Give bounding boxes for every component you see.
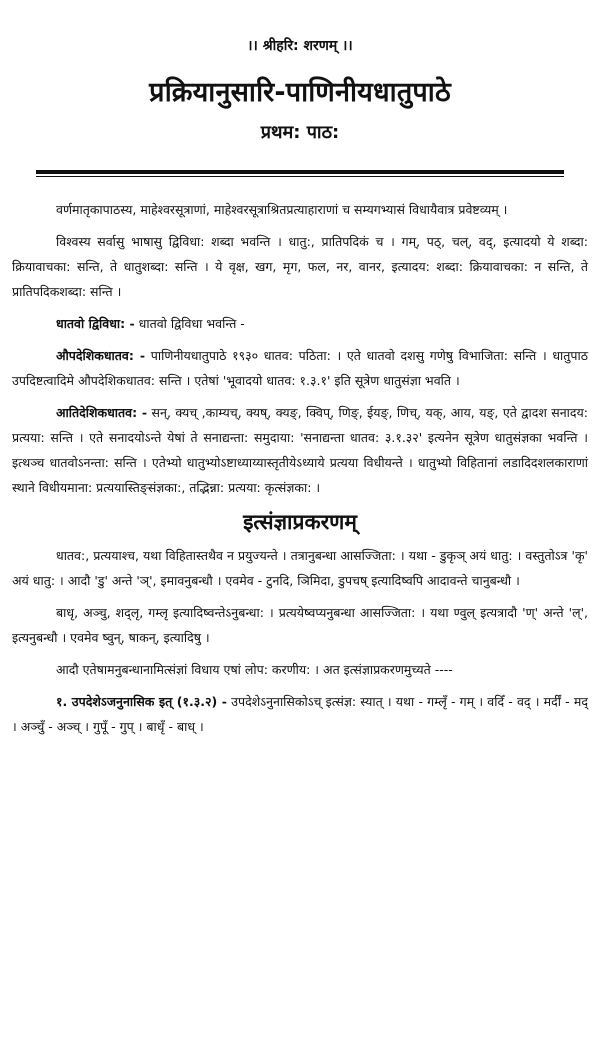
paragraph-dhatu-types [12, 311, 588, 336]
paragraph-aupadeshika [12, 343, 588, 393]
lesson-subtitle: प्रथम: पाठ: [260, 122, 340, 143]
term-dhatu-types: धातवो द्विविधा: - [56, 316, 135, 331]
paragraph-itsanjna: आदौ एतेषामनुबन्धानामित्संज्ञां विधाय एषां लोप: करणीय: । अत इत्संज्ञाप्रकरणमुच्यते ---- [56, 662, 453, 677]
sutra-label: १. उपदेशेऽजनुनासिक इत् (१.३.२) - [56, 694, 227, 709]
page-title: प्रक्रियानुसारि-पाणिनीयधातुपाठे [149, 77, 451, 108]
divider-thin [36, 176, 564, 177]
paragraph-anubandha: धातव:, प्रत्ययाश्च, यथा विहितास्तथैव न प्रयुज्यन्ते । तत्रानुबन्धा आसज्जिता: । यथा - डुकृञ् अयं धातु: । वस्तुतोऽत्र 'कृ' अयं धातु: । आदौ 'डु' अन्ते 'ञ्', इमावनुबन्धौ । एवमेव - टुनदि, ञिमिदा, डुपचष् इत्यादिष्वपि आदावन्ते चानुबन्धौ । [12, 548, 588, 588]
paragraph-atideshika [12, 400, 588, 500]
document-body [12, 197, 588, 739]
text-dhatu-types: धातवो द्विविधा भवन्ति - [134, 316, 245, 331]
paragraph-intro: वर्णमातृकापाठस्य, माहेश्वरसूत्राणां, माहेश्वरसूत्राश्रितप्रत्याहाराणां च सम्यगभ्यासं विधायैवात्र प्रवेष्टव्यम् । [56, 202, 508, 217]
paragraph-words: विश्वस्य सर्वासु भाषासु द्विविधा: शब्दा भवन्ति । धातु:, प्रातिपदिकं च । गम्, पठ्, चल्, वद्, इत्यादयो ये शब्दा: क्रियावाचका: सन्ति, ते धातुशब्दा: सन्ति । ये वृक्ष, खग, मृग, फल, नर, वानर, इत्यादय: शब्दा: क्रियावाचका: न सन्ति, ते प्रातिपदिकशब्दा: सन्ति । [12, 234, 588, 299]
sutra-text: उपदेशेऽनुनासिकोऽच् इत्संज्ञ: स्यात् । यथा - गम्लृँ - गम् । वदिँ - वद् । मर्दीं - मद् । अञ्चुँ - अञ्च् । गुपूँ - गुप् । बाधृँ - बाध् । [12, 694, 588, 734]
paragraph-sutra-1 [12, 689, 588, 739]
term-atideshika: आतिदेशिकधातव: - [56, 405, 148, 420]
text-atideshika: सन्, क्यच् ,काम्यच्, क्यष्, क्यङ्, क्विप्, णिङ्, ईयङ्, णिच्, यक्, आय, यङ्, एते द्वादश सनादय: प्रत्यया: सन्ति । एते सनादयोऽन्ते येषां ते सनाद्यन्ता: समुदाया: 'सनाद्यन्ता धातव: ३.१.३२' इत्यनेन सूत्रेण धातुसंज्ञका भवन्ति । इत्थञ्च धातवोऽनन्ता: सन्ति । एतेभ्यो धातुभ्योऽष्टाध्याय्यास्तृतीयेऽध्याये प्रत्यया विधीयन्ते । धातुभ्यो विहितानां लडादिदशलकाराणां स्थाने विधीयमाना: प्रत्ययास्तिङ्संज्ञका:, तद्भिन्ना: प्रत्यया: कृत्संज्ञका: । [12, 405, 589, 495]
text-aupadeshika: पाणिनीयधातुपाठे १९३० धातव: पठिता: । एते धातवो दशसु गणेषु विभाजिता: सन्ति । धातुपाठ उपदिष्टत्वादिमे औपदेशिकधातव: सन्ति । एतेषां 'भूवादयो धातव: १.३.१' इति सूत्रेण धातुसंज्ञा भवति । [12, 348, 588, 388]
document-page [0, 36, 600, 1045]
paragraph-anubandha-end: बाधृ, अञ्चु, शद्लृ, गम्लृ इत्यादिष्वन्तेऽनुबन्धा: । प्रत्ययेष्वप्यनुबन्धा आसज्जिता: । यथा ण्वुल् इत्यत्रादौ 'ण्' अन्ते 'ल्', इत्यनुबन्धौ । एवमेव ष्वुन्, षाकन्, इत्यादिषु । [12, 605, 588, 645]
divider-thick [36, 170, 564, 174]
term-aupadeshika: औपदेशिकधातव: - [56, 348, 146, 363]
section-heading: इत्संज्ञाप्रकरणम् [243, 510, 357, 534]
invocation-line: ।। श्रीहरि: शरणम् ।। [247, 38, 353, 54]
